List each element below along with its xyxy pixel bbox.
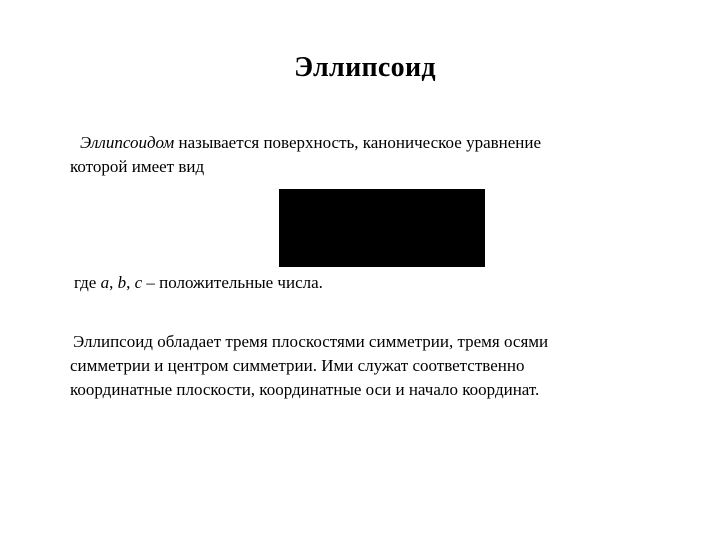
definition-line-2: которой имеет вид: [70, 157, 205, 176]
param-separator-2: ,: [126, 273, 135, 292]
definition-text: называется поверхность, каноническое уравнение: [174, 133, 542, 152]
param-b: b: [117, 273, 127, 292]
parameters-paragraph: [74, 271, 674, 295]
definition-paragraph: [70, 131, 670, 179]
param-a: a: [100, 273, 110, 292]
param-separator-1: ,: [109, 273, 118, 292]
slide-title: Эллипсоид: [294, 52, 436, 83]
defined-term: Эллипсоидом: [80, 133, 175, 152]
parameters-prefix: где: [74, 273, 101, 292]
symmetry-line-1: Эллипсоид обладает тремя плоскостями симметрии, тремя осями: [73, 332, 549, 351]
equation-image-placeholder: [279, 189, 485, 267]
symmetry-line-3: координатные плоскости, координатные оси и начало координат.: [70, 380, 540, 399]
symmetry-line-2: симметрии и центром симметрии. Ими служат соответственно: [70, 356, 525, 375]
parameters-suffix: – положительные числа.: [142, 273, 323, 292]
param-c: c: [134, 273, 143, 292]
definition-line-1: [70, 131, 670, 155]
parameters-line: [74, 271, 674, 295]
symmetry-paragraph: [70, 330, 670, 402]
